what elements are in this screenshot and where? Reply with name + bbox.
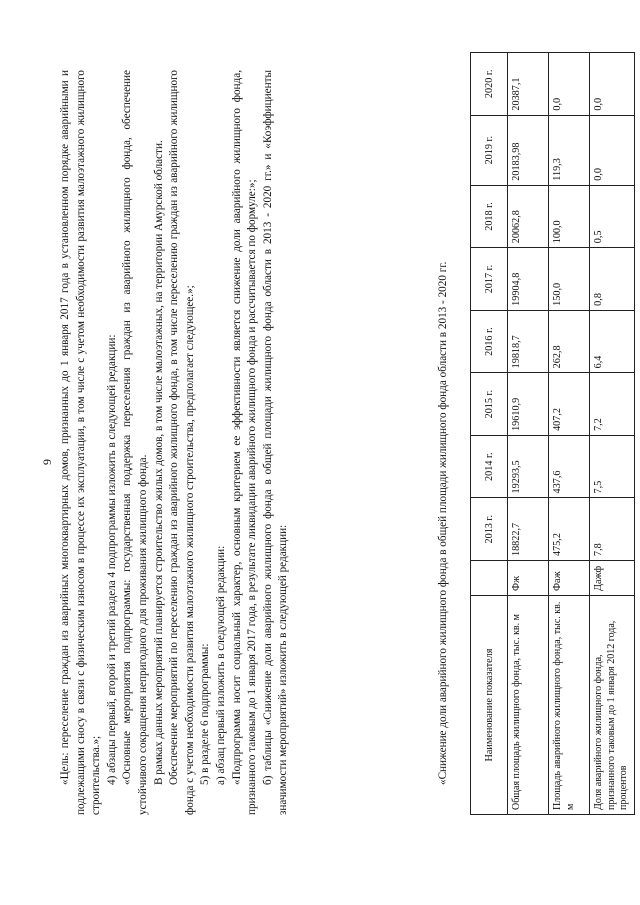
row-name: Площадь аварийного жилищного фонда, тыс. кв. м xyxy=(549,596,590,815)
paragraph: «Цель: переселение граждан из аварийных многоквартирных домов, признанных до 1 января 2017 года в установленном порядке аварийными и подлежащими сносу в связи с физическим износом в процессе их эксплуатации, в том числе с учетом необходимости развития малоэтажного жилищного строительства.»; xyxy=(59,70,103,815)
table-cell: 19818,7 xyxy=(508,310,549,373)
header-year: 2016 г. xyxy=(471,310,508,373)
header-year: 2015 г. xyxy=(471,373,508,436)
table-cell: 20387,1 xyxy=(508,53,549,116)
header-year: 2014 г. xyxy=(471,435,508,498)
table-caption: «Снижение доли аварийного жилищного фонда в общей площади жилищного фонда области в 2013 - 2020 гг. xyxy=(437,261,449,785)
row-symbol: Дажф xyxy=(590,561,635,596)
paragraph: 5) в разделе 6 подпрограммы: xyxy=(199,643,212,785)
row-symbol: Фаж xyxy=(549,561,590,596)
table-row xyxy=(590,53,635,815)
table-cell: 19610,9 xyxy=(508,373,549,436)
table-cell: 407,2 xyxy=(549,373,590,436)
table-cell: 475,2 xyxy=(549,498,590,561)
table-header-row xyxy=(471,53,508,815)
table-cell: 7,8 xyxy=(590,498,635,561)
header-year: 2019 г. xyxy=(471,115,508,185)
table-cell: 0,0 xyxy=(590,53,635,116)
paragraph: «Подпрограмма носит социальный характер, основным критерием ее эффективности является снижение доли аварийного жилищного фонда, признанного таковым до 1 января 2017 года, в результате ликвидации аварийного жилищного фонда и рассчитывается по формуле:»; xyxy=(230,70,259,815)
row-symbol: Фж xyxy=(508,561,549,596)
table-cell: 18822,7 xyxy=(508,498,549,561)
table-cell: 19293,5 xyxy=(508,435,549,498)
table-cell: 0,0 xyxy=(590,115,635,185)
table-row xyxy=(549,53,590,815)
body-text xyxy=(58,70,292,815)
table-cell: 20183,98 xyxy=(508,115,549,185)
table-cell: 6,4 xyxy=(590,310,635,373)
paragraph: 4) абзацы первый, второй и третий раздела 4 подпрограммы изложить в следующей редакции: xyxy=(105,334,118,785)
table-cell: 437,6 xyxy=(549,435,590,498)
row-name: Доля аварийного жилищного фонда, признанного таковым до 1 января 2012 года, процентов xyxy=(590,596,635,815)
paragraph: Обеспечение мероприятий по переселению граждан из аварийного жилищного фонда, в том числе переселению граждан из аварийного жилищного фонда с учетом необходимости развития малоэтажного жилищного строительства, предполагает следующее.»; xyxy=(168,70,196,815)
header-symbol xyxy=(471,561,508,596)
table-cell: 7,5 xyxy=(590,435,635,498)
paragraph: «Основные мероприятия подпрограммы: государственная поддержка переселения граждан из аварийного жилищного фонда, обеспечение устойчивого сокращения непригодного для проживания жилищного фонда. xyxy=(121,70,149,815)
table-cell: 20062,8 xyxy=(508,185,549,248)
table-cell: 150,0 xyxy=(549,248,590,311)
table-cell: 100,0 xyxy=(549,185,590,248)
table-cell: 19904,8 xyxy=(508,248,549,311)
table-cell: 0,8 xyxy=(590,248,635,311)
table-cell: 7,2 xyxy=(590,373,635,436)
paragraph: а) абзац первый изложить в следующей редакции: xyxy=(214,545,227,785)
table-cell: 262,8 xyxy=(549,310,590,373)
paragraph: б) таблицы «Снижение доли аварийного жилищного фонда в общей площади жилищного фонда области в 2013 - 2020 гг.» и «Коэффициенты значимости мероприятий» изложить в следующей редакции: xyxy=(261,70,290,815)
table-cell: 0,5 xyxy=(590,185,635,248)
header-year: 2018 г. xyxy=(471,185,508,248)
table-cell: 0,0 xyxy=(549,53,590,116)
indicator-table xyxy=(470,52,635,815)
header-year: 2020 г. xyxy=(471,53,508,116)
table-row xyxy=(508,53,549,815)
page-number: 9 xyxy=(40,459,54,465)
header-year: 2013 г. xyxy=(471,498,508,561)
paragraph: В рамках данных мероприятий планируется строительство жилых домов, в том числе малоэтажных, на территории Амурской области. xyxy=(152,140,165,785)
header-year: 2017 г. xyxy=(471,248,508,311)
table-cell: 119,3 xyxy=(549,115,590,185)
header-indicator-name: Наименование показателя xyxy=(471,596,508,815)
row-name: Общая площадь жилищного фонда, тыс. кв. м xyxy=(508,596,549,815)
